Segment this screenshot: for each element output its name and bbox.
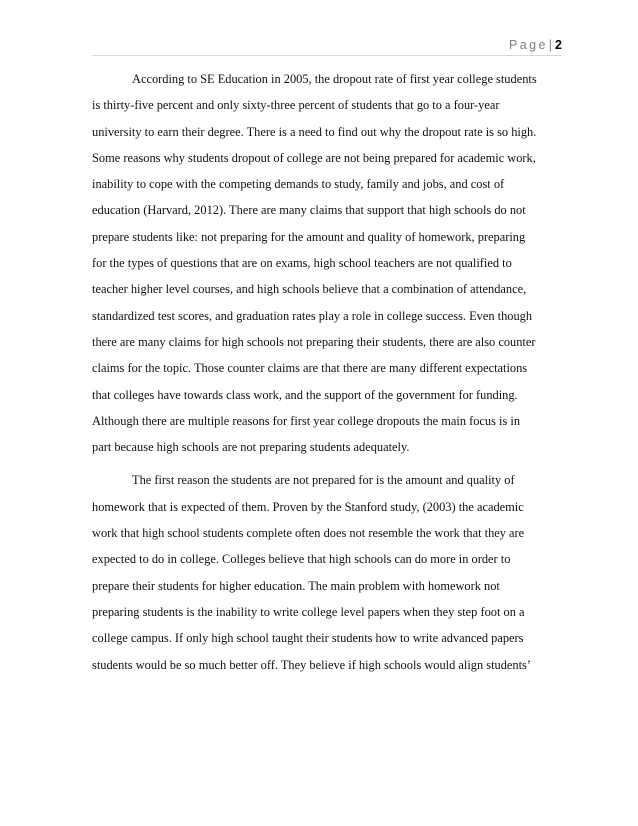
text-line: prepare their students for higher education. The main problem with homework not xyxy=(92,578,500,593)
text-line: According to SE Education in 2005, the dropout rate of first year college students xyxy=(132,72,537,86)
text-line: students would be so much better off. They believe if high schools would align students’ xyxy=(92,657,531,672)
page-number: 2 xyxy=(555,38,562,52)
text-line: education (Harvard, 2012). There are many claims that support that high schools do not xyxy=(92,203,526,218)
text-line: Although there are multiple reasons for first year college dropouts the main focus is in xyxy=(92,413,521,428)
header-divider xyxy=(92,55,562,56)
page-separator: | xyxy=(548,38,553,52)
text-line: standardized test scores, and graduation rates play a role in college success. Even though xyxy=(92,308,533,323)
text-line: inability to cope with the competing demands to study, family and jobs, and cost of xyxy=(92,177,505,192)
text-line: preparing students is the inability to write college level papers when they step foot on a xyxy=(92,604,525,619)
text-line: homework that is expected of them. Proven by the Stanford study, (2003) the academic xyxy=(92,499,524,514)
text-line: teacher higher level courses, and high schools believe that a combination of attendance, xyxy=(92,282,527,297)
text-line: there are many claims for high schools not preparing their students, there are also counter xyxy=(92,334,536,349)
paragraph-1 xyxy=(92,66,552,460)
text-line: claims for the topic. Those counter claims are that there are many different expectations xyxy=(92,361,528,376)
text-line: that colleges have towards class work, and the support of the government for funding. xyxy=(92,387,518,402)
page-header xyxy=(509,38,562,52)
text-line: expected to do in college. Colleges believe that high schools can do more in order to xyxy=(92,552,511,567)
text-line: is thirty-five percent and only sixty-three percent of students that go to a four-year xyxy=(92,98,500,113)
text-line: prepare students like: not preparing for the amount and quality of homework, preparing xyxy=(92,229,526,244)
text-line: for the types of questions that are on exams, high school teachers are not qualified to xyxy=(92,256,512,271)
text-line: work that high school students complete often does not resemble the work that they are xyxy=(92,526,525,541)
text-line: Some reasons why students dropout of college are not being prepared for academic work, xyxy=(92,150,536,165)
text-line: college campus. If only high school taught their students how to write advanced papers xyxy=(92,631,524,646)
text-line: The first reason the students are not prepared for is the amount and quality of xyxy=(132,473,515,488)
text-line: part because high schools are not preparing students adequately. xyxy=(92,440,410,455)
text-line: university to earn their degree. There is a need to find out why the dropout rate is so high. xyxy=(92,124,537,139)
paragraph-2 xyxy=(92,467,552,677)
document-body xyxy=(92,66,552,678)
page-label: Page xyxy=(509,38,548,52)
